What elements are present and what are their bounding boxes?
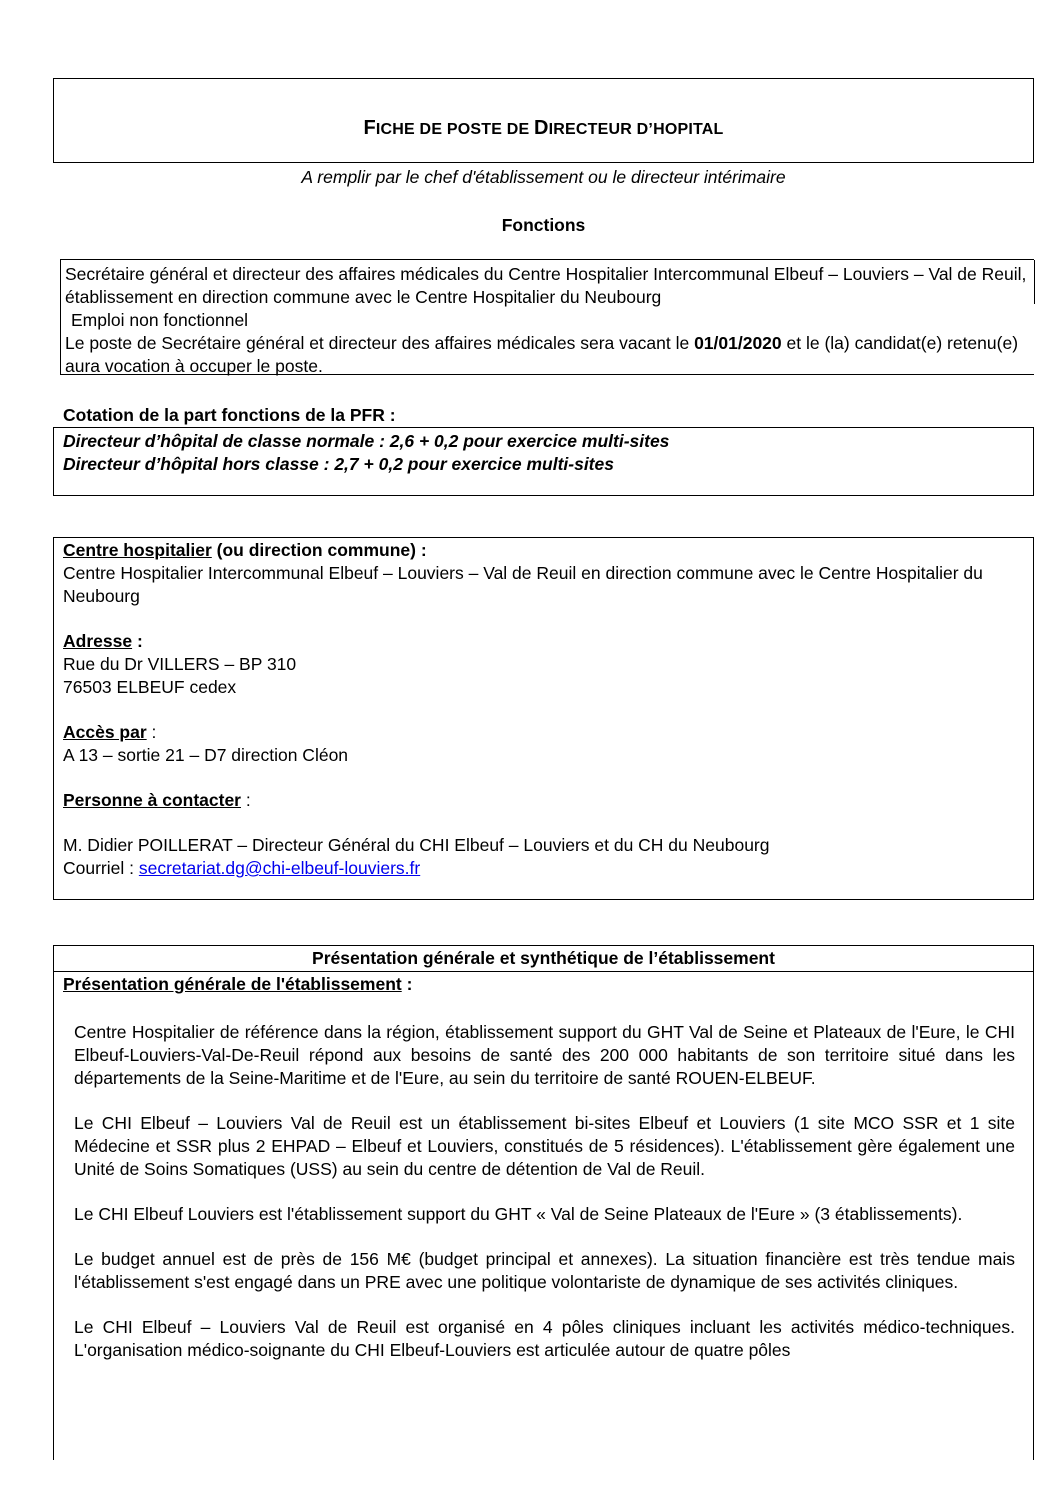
contact-label: Personne à contacter : (63, 790, 251, 810)
vacancy-date: 01/01/2020 (694, 333, 782, 353)
courriel-line: Courriel : secretariat.dg@chi-elbeuf-louviers.fr (63, 858, 421, 878)
email-link[interactable]: secretariat.dg@chi-elbeuf-louviers.fr (138, 858, 421, 878)
presentation-p5: Le CHI Elbeuf – Louviers Val de Reuil est organisé en 4 pôles cliniques incluant les activités médico-techniques. L'organisation médico-soignante du CHI Elbeuf-Louviers est articulée autour de quatre pôles (74, 1317, 1015, 1360)
presentation-p1: Centre Hospitalier de référence dans la région, établissement support du GHT Val de Seine et Plateaux de l'Eure, le CHI Elbeuf-Louviers-Val-De-Reuil répond aux besoins de santé des 200 000 habitants de son territoire situé dans les départements de la Seine-Maritime et de l'Eure, au sein du territoire de santé ROUEN-ELBEUF. (74, 1022, 1015, 1088)
title-box (53, 78, 1034, 163)
acces-value: A 13 – sortie 21 – D7 direction Cléon (63, 745, 349, 765)
fonctions-emploi: Emploi non fonctionnel (71, 310, 249, 330)
acces-label: Accès par : (63, 722, 157, 742)
ch-label: Centre hospitalier (ou direction commune) : (63, 540, 427, 560)
presentation-p4: Le budget annuel est de près de 156 M€ (budget principal et annexes). La situation financière est très tendue mais l'établissement s'est engagé dans un PRE avec une politique volontariste de dynamique de ses activités cliniques. (74, 1249, 1015, 1292)
ch-value: Centre Hospitalier Intercommunal Elbeuf – Louviers – Val de Reuil en direction commune avec le Centre Hospitalier du Neubourg (63, 563, 983, 606)
cotation-classe-normale: Directeur d’hôpital de classe normale : 2,6 + 0,2 pour exercice multi-sites (63, 431, 670, 451)
adresse-label: Adresse : (63, 631, 143, 651)
fonctions-description: Secrétaire général et directeur des affaires médicales du Centre Hospitalier Intercommunal Elbeuf – Louviers – Val de Reuil, établissement en direction commune avec le Centre Hospitalier du Neubourg (65, 264, 1027, 307)
subtitle: A remplir par le chef d'établissement ou le directeur intérimaire (301, 167, 786, 187)
etablissement-box (53, 537, 1034, 900)
cotation-box (53, 427, 1034, 496)
cotation-hors-classe: Directeur d’hôpital hors classe : 2,7 + 0,2 pour exercice multi-sites (63, 454, 614, 474)
cotation-heading: Cotation de la part fonctions de la PFR : (63, 405, 396, 425)
fonctions-box (60, 259, 1034, 375)
contact-name: M. Didier POILLERAT – Directeur Général du CHI Elbeuf – Louviers et du CH du Neubourg (63, 835, 770, 855)
fonctions-vacance: Le poste de Secrétaire général et directeur des affaires médicales sera vacant le 01/01/2020 et le (la) candidat(e) retenu(e) aura vocation à occuper le poste. (65, 333, 1019, 376)
presentation-p2: Le CHI Elbeuf – Louviers Val de Reuil est un établissement bi-sites Elbeuf et Louviers (1 site MCO SSR et 1 site Médecine et SSR plus 2 EHPAD – Elbeuf et Louviers, constitués de 5 résidences). L'établissement gère également une Unité de Soins Somatiques (USS) au sein du centre de détention de Val de Reuil. (74, 1113, 1015, 1179)
presentation-p3: Le CHI Elbeuf Louviers est l'établissement support du GHT « Val de Seine Plateaux de l'Eure » (3 établissements). (74, 1204, 963, 1224)
presentation-subheading: Présentation générale de l'établissement : (63, 974, 413, 994)
presentation-heading: Présentation générale et synthétique de l’établissement (312, 948, 775, 968)
adresse-line2: 76503 ELBEUF cedex (63, 677, 237, 697)
fonctions-heading: Fonctions (501, 215, 586, 235)
page-title: FICHE DE POSTE DE DIRECTEUR D’HOPITAL (363, 117, 724, 139)
adresse-line1: Rue du Dr VILLERS – BP 310 (63, 654, 297, 674)
presentation-box (53, 945, 1034, 1460)
